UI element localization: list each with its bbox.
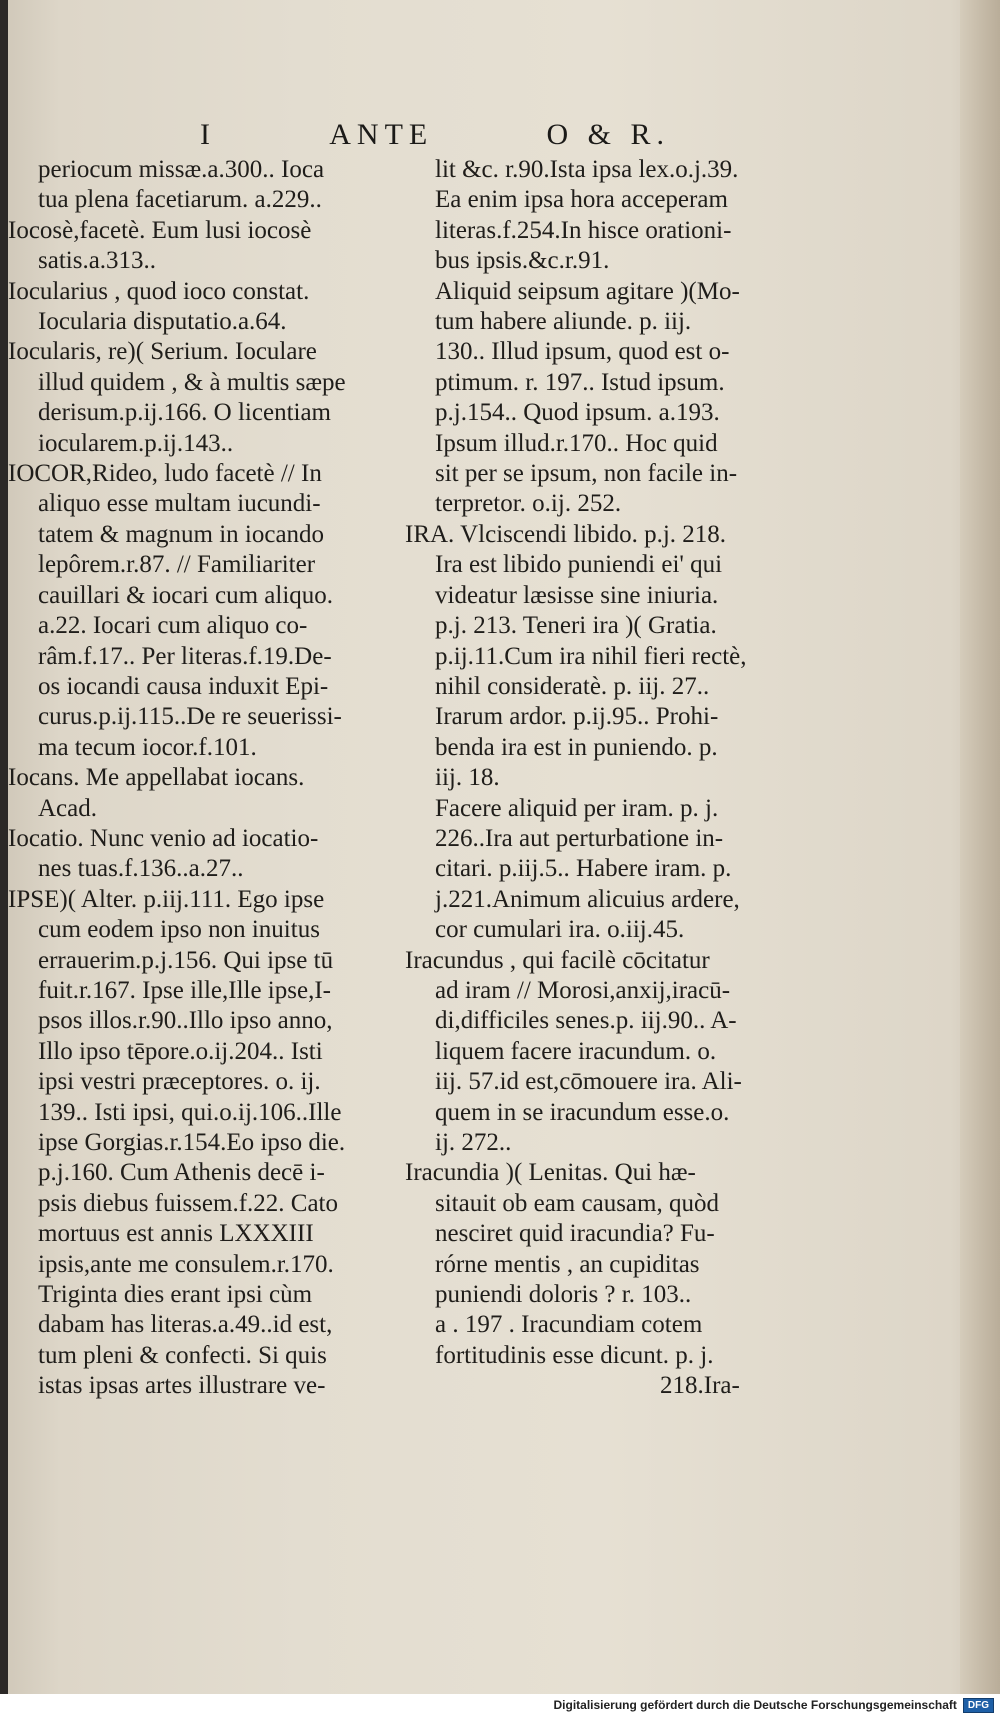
entry-line: Iocosè,facetè. Eum lusi iocosè xyxy=(8,216,312,244)
text-line: benda ira est in puniendo. p. xyxy=(435,733,718,761)
text-line: cum eodem ipso non inuitus xyxy=(38,916,320,944)
text-line: lepôrem.r.87. // Familiariter xyxy=(38,551,316,579)
text-line: iij. 18. xyxy=(435,764,500,792)
right-column xyxy=(405,155,800,1402)
text-line: tua plena facetiarum. a.229.. xyxy=(38,186,322,214)
text-line: ipsi vestri præceptores. o. ij. xyxy=(38,1068,321,1096)
text-line: j.221.Animum alicuius ardere, xyxy=(435,885,740,913)
text-line: quem in se iracundum esse.o. xyxy=(435,1098,730,1126)
text-line: periocum missæ.a.300.. Ioca xyxy=(38,156,325,183)
text-line: rórne mentis , an cupiditas xyxy=(435,1250,700,1278)
page-edge xyxy=(960,0,1000,1716)
entry-line: Iracundus , qui facilè cōcitatur xyxy=(405,946,710,974)
text-line: nesciret quid iracundia? Fu- xyxy=(435,1220,715,1248)
text-line: p.j.160. Cum Athenis decē i- xyxy=(38,1159,325,1187)
dfg-logo-icon: DFG xyxy=(963,1698,994,1713)
text-line: illud quidem , & à multis sæpe xyxy=(38,368,346,396)
text-line: curus.p.ij.115..De re seuerissi- xyxy=(38,703,342,731)
text-line: Acad. xyxy=(38,794,97,822)
scan-border xyxy=(0,0,8,1716)
text-line: p.j. 213. Teneri ira )( Gratia. xyxy=(435,612,717,640)
text-line: literas.f.254.In hisce orationi- xyxy=(435,216,732,244)
entry-line: Iocatio. Nunc venio ad iocatio- xyxy=(8,824,319,852)
entry-line: IOCOR,Rideo, ludo facetè // In xyxy=(8,460,322,488)
text-line: 139.. Isti ipsi, qui.o.ij.106..Ille xyxy=(38,1098,342,1126)
text-line: 130.. Illud ipsum, quod est o- xyxy=(435,338,730,366)
text-line: dabam has literas.a.49..id est, xyxy=(38,1311,333,1339)
text-line: errauerim.p.j.156. Qui ipse tū xyxy=(38,946,334,974)
header-center: ANTE xyxy=(329,118,434,151)
text-line: liquem facere iracundum. o. xyxy=(435,1037,717,1065)
text-line: Illo ipso tēpore.o.ij.204.. Isti xyxy=(38,1037,323,1065)
text-line: derisum.p.ij.166. O licentiam xyxy=(38,399,332,427)
text-line: lit &c. r.90.Ista ipsa lex.o.j.39. xyxy=(435,156,739,183)
header-right: O & R. xyxy=(546,118,670,151)
text-line: cor cumulari ira. o.iij.45. xyxy=(435,916,685,944)
text-line: os iocandi causa induxit Epi- xyxy=(38,672,329,700)
catchword: 218.Ira- xyxy=(660,1372,740,1400)
text-line: iocularem.p.ij.143.. xyxy=(38,429,234,457)
text-line: Triginta dies erant ipsi cùm xyxy=(38,1281,313,1309)
text-line: Ira est libido puniendi ei' qui xyxy=(435,551,723,579)
text-line: ad iram // Morosi,anxij,iracū- xyxy=(435,976,731,1004)
text-line: nihil consideratè. p. iij. 27.. xyxy=(435,672,710,700)
entry-line: Iocularius , quod ioco constat. xyxy=(8,277,310,305)
text-line: iij. 57.id est,cōmouere ira. Ali- xyxy=(435,1068,742,1096)
text-line: p.ij.11.Cum ira nihil fieri rectè, xyxy=(435,642,747,670)
text-line: terpretor. o.ij. 252. xyxy=(435,490,622,518)
entry-line: Iocans. Me appellabat iocans. xyxy=(8,764,305,792)
text-line: bus ipsis.&c.r.91. xyxy=(435,247,610,275)
text-line: ptimum. r. 197.. Istud ipsum. xyxy=(435,368,725,396)
text-line: tatem & magnum in iocando xyxy=(38,520,325,548)
text-line: tum habere aliunde. p. iij. xyxy=(435,308,692,336)
text-line: cauillari & iocari cum aliquo. xyxy=(38,581,334,609)
text-line: ipse Gorgias.r.154.Eo ipso die. xyxy=(38,1129,346,1156)
text-line: a.22. Iocari cum aliquo co- xyxy=(38,612,308,640)
text-line: Ipsum illud.r.170.. Hoc quid xyxy=(435,429,718,457)
text-line: sit per se ipsum, non facile in- xyxy=(435,460,738,488)
entry-line: IPSE)( Alter. p.iij.111. Ego ipse xyxy=(8,885,325,913)
text-line: ma tecum iocor.f.101. xyxy=(38,733,257,761)
text-line: mortuus est annis LXXXIII xyxy=(38,1220,314,1248)
text-line: psis diebus fuissem.f.22. Cato xyxy=(38,1189,338,1217)
text-line: ij. 272.. xyxy=(435,1129,512,1156)
text-line: Iocularia disputatio.a.64. xyxy=(38,308,287,336)
running-header xyxy=(200,118,670,152)
text-line: di,difficiles senes.p. iij.90.. A- xyxy=(435,1007,737,1035)
footer-credit: Digitalisierung gefördert durch die Deutsche Forschungsgemeinschaft xyxy=(553,1698,957,1712)
text-line: puniendi doloris ? r. 103.. xyxy=(435,1281,692,1309)
text-line: nes tuas.f.136..a.27.. xyxy=(38,855,244,883)
text-line: aliquo esse multam iucundi- xyxy=(38,490,321,518)
text-line: fortitudinis esse dicunt. p. j. xyxy=(435,1341,714,1369)
text-line: Irarum ardor. p.ij.95.. Prohi- xyxy=(435,703,719,731)
entry-line: Iocularis, re)( Serium. Ioculare xyxy=(8,338,317,366)
text-line: Aliquid seipsum agitare )(Mo- xyxy=(435,277,740,305)
digitization-footer xyxy=(0,1694,1000,1716)
text-line: citari. p.iij.5.. Habere iram. p. xyxy=(435,855,732,883)
text-line: Ea enim ipsa hora acceperam xyxy=(435,186,728,214)
text-line: tum pleni & confecti. Si quis xyxy=(38,1341,327,1369)
text-line: râm.f.17.. Per literas.f.19.De- xyxy=(38,642,332,670)
text-line: fuit.r.167. Ipse ille,Ille ipse,I- xyxy=(38,976,331,1004)
text-line: istas ipsas artes illustrare ve- xyxy=(38,1372,326,1400)
text-line: satis.a.313.. xyxy=(38,247,157,275)
left-column xyxy=(8,155,398,1402)
text-line: psos illos.r.90..Illo ipso anno, xyxy=(38,1007,333,1035)
text-line: ipsis,ante me consulem.r.170. xyxy=(38,1250,334,1278)
header-left: I xyxy=(200,118,216,151)
text-line: p.j.154.. Quod ipsum. a.193. xyxy=(435,399,720,427)
entry-line: Iracundia )( Lenitas. Qui hæ- xyxy=(405,1159,696,1187)
text-line: videatur læsisse sine iniuria. xyxy=(435,581,719,609)
text-line: 226..Ira aut perturbatione in- xyxy=(435,824,724,852)
text-line: sitauit ob eam causam, quòd xyxy=(435,1189,719,1217)
text-line: Facere aliquid per iram. p. j. xyxy=(435,794,719,822)
entry-line: IRA. Vlciscendi libido. p.j. 218. xyxy=(405,520,727,548)
text-line: a . 197 . Iracundiam cotem xyxy=(435,1311,703,1339)
